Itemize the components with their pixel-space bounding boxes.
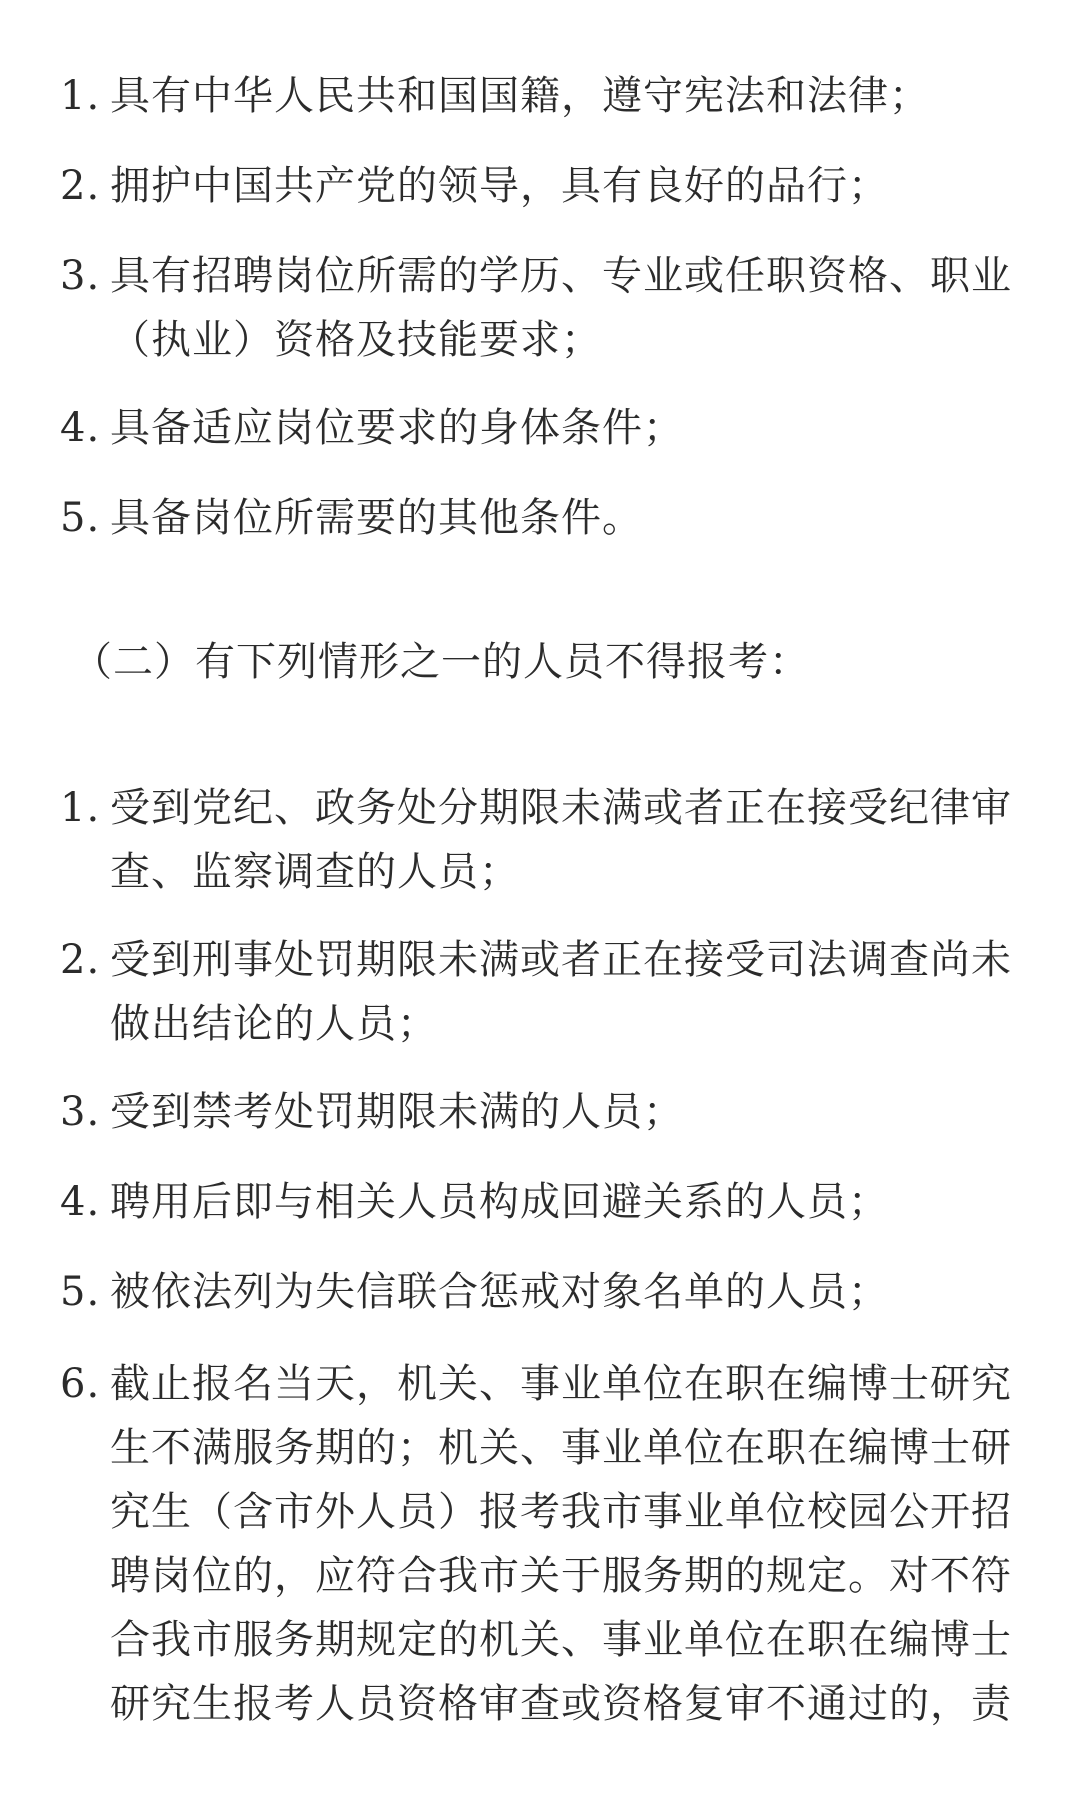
list-item <box>60 1080 1020 1144</box>
item-number: 2. <box>60 937 101 983</box>
item-number: 4. <box>60 405 101 451</box>
item-text: 受到党纪、政务处分期限未满或者正在接受纪律审查、监察调查的人员； <box>110 785 1012 895</box>
item-text: 具有招聘岗位所需的学历、专业或任职资格、职业（执业）资格及技能要求； <box>110 253 1012 363</box>
item-text: 具有中华人民共和国国籍，遵守宪法和法律； <box>110 73 930 119</box>
list-item <box>60 396 1020 460</box>
item-number: 6. <box>60 1361 101 1407</box>
list-item <box>60 1352 1020 1736</box>
item-text: 具备适应岗位要求的身体条件； <box>110 405 684 451</box>
list-item <box>60 154 1020 218</box>
section-heading: （二）有下列情形之一的人员不得报考： <box>72 639 810 685</box>
item-number: 5. <box>60 1269 101 1315</box>
list-item <box>60 928 1020 1056</box>
list-item <box>60 1170 1020 1234</box>
item-text: 具备岗位所需要的其他条件。 <box>110 495 643 541</box>
list-item <box>60 776 1020 904</box>
list-item <box>60 64 1020 128</box>
item-text: 截止报名当天，机关、事业单位在职在编博士研究生不满服务期的；机关、事业单位在职在编博士研究生（含市外人员）报考我市事业单位校园公开招聘岗位的，应符合我市关于服务期的规定。对不符合我市服务期规定的机关、事业单位在职在编博士研究生报考人员资格审查或资格复审不通过的，责 <box>110 1361 1012 1727</box>
list-item <box>60 1260 1020 1324</box>
item-number: 5. <box>60 495 101 541</box>
item-number: 1. <box>60 785 101 831</box>
item-text: 被依法列为失信联合惩戒对象名单的人员； <box>110 1269 889 1315</box>
item-number: 4. <box>60 1179 101 1225</box>
item-text: 拥护中国共产党的领导，具有良好的品行； <box>110 163 889 209</box>
item-text: 受到刑事处罚期限未满或者正在接受司法调查尚未做出结论的人员； <box>110 937 1012 1047</box>
item-number: 2. <box>60 163 101 209</box>
item-number: 3. <box>60 253 101 299</box>
list-item <box>60 244 1020 372</box>
item-text: 受到禁考处罚期限未满的人员； <box>110 1089 684 1135</box>
list-item <box>60 486 1020 550</box>
item-number: 3. <box>60 1089 101 1135</box>
item-number: 1. <box>60 73 101 119</box>
item-text: 聘用后即与相关人员构成回避关系的人员； <box>110 1179 889 1225</box>
